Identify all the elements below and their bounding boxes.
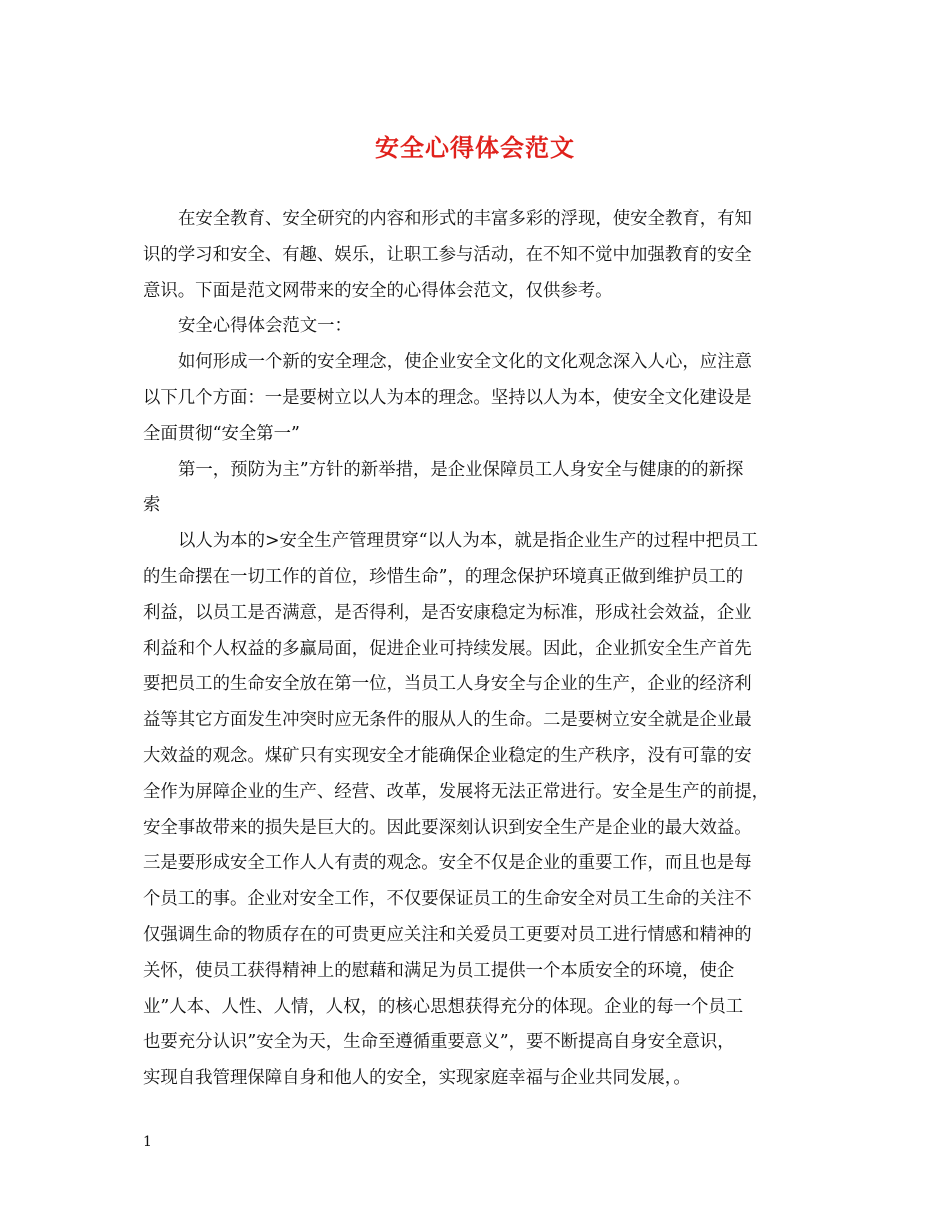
text-line: 实现自我管理保障自身和他人的安全，实现家庭幸福与企业共同发展，。	[143, 1068, 691, 1089]
text-line: 在安全教育、安全研究的内容和形式的丰富多彩的浮现，使安全教育，有知	[178, 209, 752, 229]
text-line: 第一，预防为主”方针的新举措，是企业保障员工人身安全与健康的的新探	[178, 459, 744, 480]
text-line: 以下几个方面：一是要树立以人为本的理念。坚持以人为本，使安全文化建设是	[143, 387, 752, 408]
document-title: 安全心得体会范文	[375, 133, 575, 162]
text-line: 益等其它方面发生冲突时应无条件的服从人的生命。二是要树立安全就是企业最	[143, 710, 752, 731]
text-line: 三是要形成安全工作人人有责的观念。安全不仅是企业的重要工作，而且也是每	[143, 853, 752, 874]
text-line: 安全心得体会范文一：	[178, 316, 352, 337]
text-line: 要把员工的生命安全放在第一位，当员工人身安全与企业的生产，企业的经济利	[143, 674, 752, 695]
text-line: 的生命摆在一切工作的首位，珍惜生命”，的理念保护环境真正做到维护员工的	[143, 566, 744, 587]
text-line: 仅强调生命的物质存在的可贵更应关注和关爱员工更要对员工进行情感和精神的	[143, 924, 752, 945]
text-line: 利益和个人权益的多赢局面，促进企业可持续发展。因此，企业抓安全生产首先	[143, 638, 752, 659]
text-line: 意识。下面是范文网带来的安全的心得体会范文，仅供参考。	[143, 280, 613, 301]
page-number: 1	[143, 1134, 152, 1150]
text-line: 索	[143, 495, 161, 516]
document-body	[143, 202, 823, 1097]
text-line: 个员工的事。企业对安全工作，不仅要保证员工的生命安全对员工生命的关注不	[143, 889, 752, 910]
text-line: 业”人本、人性、人情，人权，的核心思想获得充分的体现。企业的每一个员工	[143, 996, 744, 1017]
text-line: 安全事故带来的损失是巨大的。因此要深刻认识到安全生产是企业的最大效益。	[143, 817, 752, 838]
text-line: 全面贯彻“安全第一”	[143, 423, 300, 444]
text-line: 识的学习和安全、有趣、娱乐，让职工参与活动，在不知不觉中加强教育的安全	[143, 244, 752, 265]
text-line: 大效益的观念。煤矿只有实现安全才能确保企业稳定的生产秩序，没有可靠的安	[143, 745, 752, 766]
text-line: 关怀，使员工获得精神上的慰藉和满足为员工提供一个本质安全的环境，使企	[143, 960, 735, 981]
text-line: 利益，以员工是否满意，是否得利，是否安康稳定为标准，形成社会效益，企业	[143, 602, 752, 623]
text-line: 也要充分认识”安全为天，生命至遵循重要意义”，要不断提高自身安全意识，	[143, 1032, 735, 1053]
text-line: 如何形成一个新的安全理念，使企业安全文化的文化观念深入人心，应注意	[178, 352, 752, 373]
text-line: 全作为屏障企业的生产、经营、改革，发展将无法正常进行。安全是生产的前提，	[143, 781, 770, 802]
text-line: 以人为本的>安全生产管理贯穿“以人为本，就是指企业生产的过程中把员工	[178, 531, 758, 552]
